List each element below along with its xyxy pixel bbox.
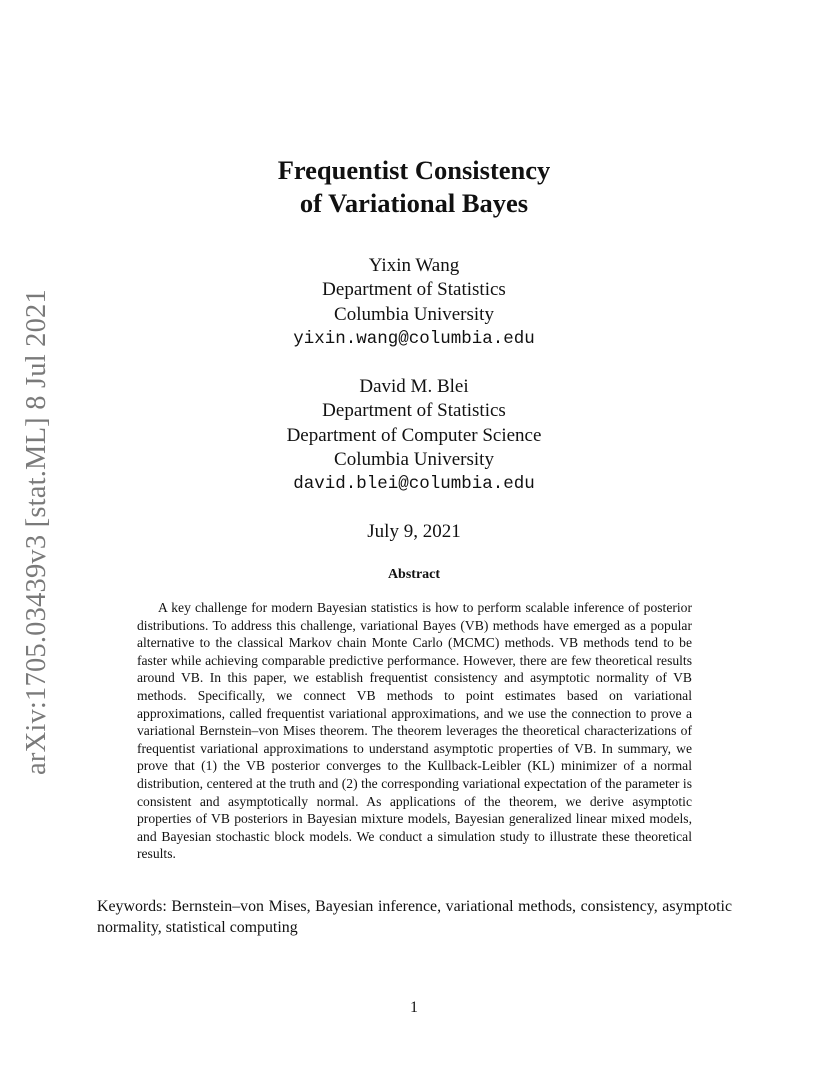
author-email: yixin.wang@columbia.edu (293, 328, 535, 349)
abstract-heading: Abstract (387, 567, 441, 582)
author-email: david.blei@columbia.edu (293, 474, 535, 495)
author-name: David M. Blei (359, 376, 469, 397)
author-affiliation: Columbia University (334, 448, 494, 470)
keywords: Keywords: Bernstein–von Mises, Bayesian inference, variational methods, consistency, asymptotic normality, statistical computing (97, 898, 732, 936)
arxiv-identifier: arXiv:1705.03439v3 [stat.ML] 8 Jul 2021 (21, 289, 52, 775)
abstract-body: A key challenge for modern Bayesian statistics is how to perform scalable inference of posterior distributions. To address this challenge, variational Bayes (VB) methods have emerged as a popular alternative to the classical Markov chain Monte Carlo (MCMC) methods. VB methods tend to be faster while achieving comparable predictive performance. However, there are few theoretical results around VB. In this paper, we establish frequentist consistency and asymptotic normality of VB methods. Specifically, we connect VB methods to point estimates based on variational approximations, called frequentist variational approximations, and we use the connection to prove a variational Bernstein–von Mises theorem. The theorem leverages the theoretical characterizations of frequentist variational approximations to understand asymptotic properties of VB. In summary, we prove that (1) the VB posterior converges to the Kullback-Leibler (KL) minimizer of a normal distribution, centered at the truth and (2) the corresponding variational expectation of the parameter is consistent and asymptotically normal. As applications of the theorem, we derive asymptotic properties of VB posteriors in Bayesian mixture models, Bayesian generalized linear mixed models, and Bayesian stochastic block models. We conduct a simulation study to illustrate these theoretical results. (137, 600, 692, 862)
page-number: 1 (410, 999, 418, 1016)
title-line: Frequentist Consistency (277, 155, 551, 185)
author-affiliation: Department of Statistics (322, 400, 506, 422)
author-affiliation: Department of Statistics (322, 279, 506, 301)
author-block (0, 254, 828, 351)
paper-title (0, 154, 828, 220)
author-block (0, 375, 828, 496)
publication-date: July 9, 2021 (367, 521, 461, 542)
author-affiliation: Columbia University (334, 303, 494, 325)
author-name: Yixin Wang (368, 255, 460, 276)
author-affiliation: Department of Computer Science (286, 424, 542, 446)
title-line: of Variational Bayes (299, 188, 529, 218)
